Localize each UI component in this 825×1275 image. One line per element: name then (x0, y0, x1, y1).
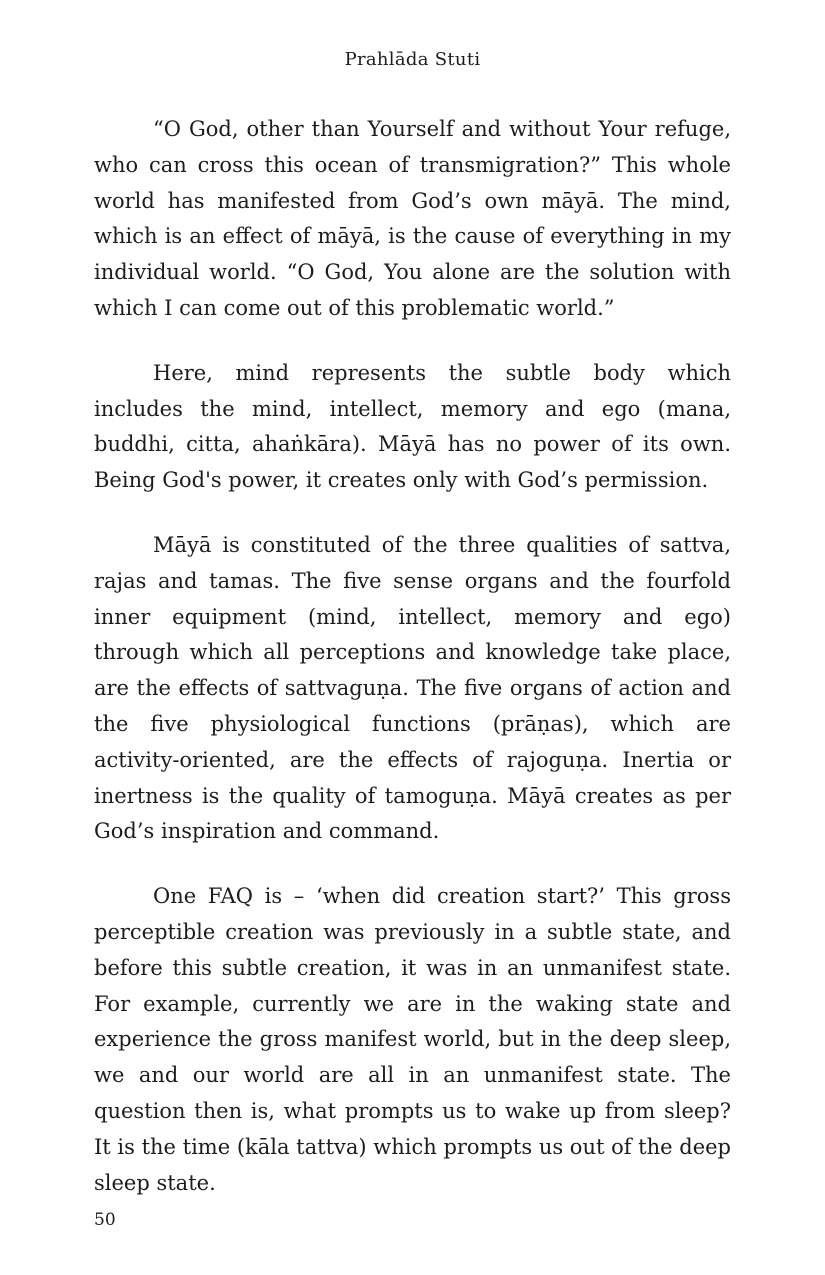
paragraph-1: “O God, other than Yourself and without Your refuge, who can cross this ocean of transmigration?” This whole world has manifested from God’s own māyā. The mind, which is an effect of māyā, is the cause of everything in my individual world. “O God, You alone are the solution with which I can come out of this problematic world.” (94, 117, 731, 320)
page-number: 50 (94, 1210, 116, 1230)
running-header: Prahlāda Stuti (344, 49, 481, 70)
body-text (94, 112, 731, 1230)
paragraph-2: Here, mind represents the subtle body which includes the mind, intellect, memory and ego (mana, buddhi, citta, ahaṅkāra). Māyā has no power of its own. Being God's power, it creates only with God’s permission. (94, 360, 731, 493)
paragraph-3: Māyā is constituted of the three qualities of sattva, rajas and tamas. The five sense organs and the fourfold inner equipment (mind, intellect, memory and ego) through which all perceptions and knowledge take place, are the effects of sattvaguṇa. The five organs of action and the five physiological functions (prāṇas), which are activity-oriented, are the effects of rajoguṇa. Inertia or inertness is the quality of tamoguṇa. Māyā creates as per God’s inspiration and command. (94, 532, 731, 844)
paragraph-4: One FAQ is – ‘when did creation start?’ This gross perceptible creation was previously in a subtle state, and before this subtle creation, it was in an unmanifest state. For example, currently we are in the waking state and experience the gross manifest world, but in the deep sleep, we and our world are all in an unmanifest state. The question then is, what prompts us to wake up from sleep? It is the time (kāla tattva) which prompts us out of the deep sleep state. (94, 884, 731, 1195)
